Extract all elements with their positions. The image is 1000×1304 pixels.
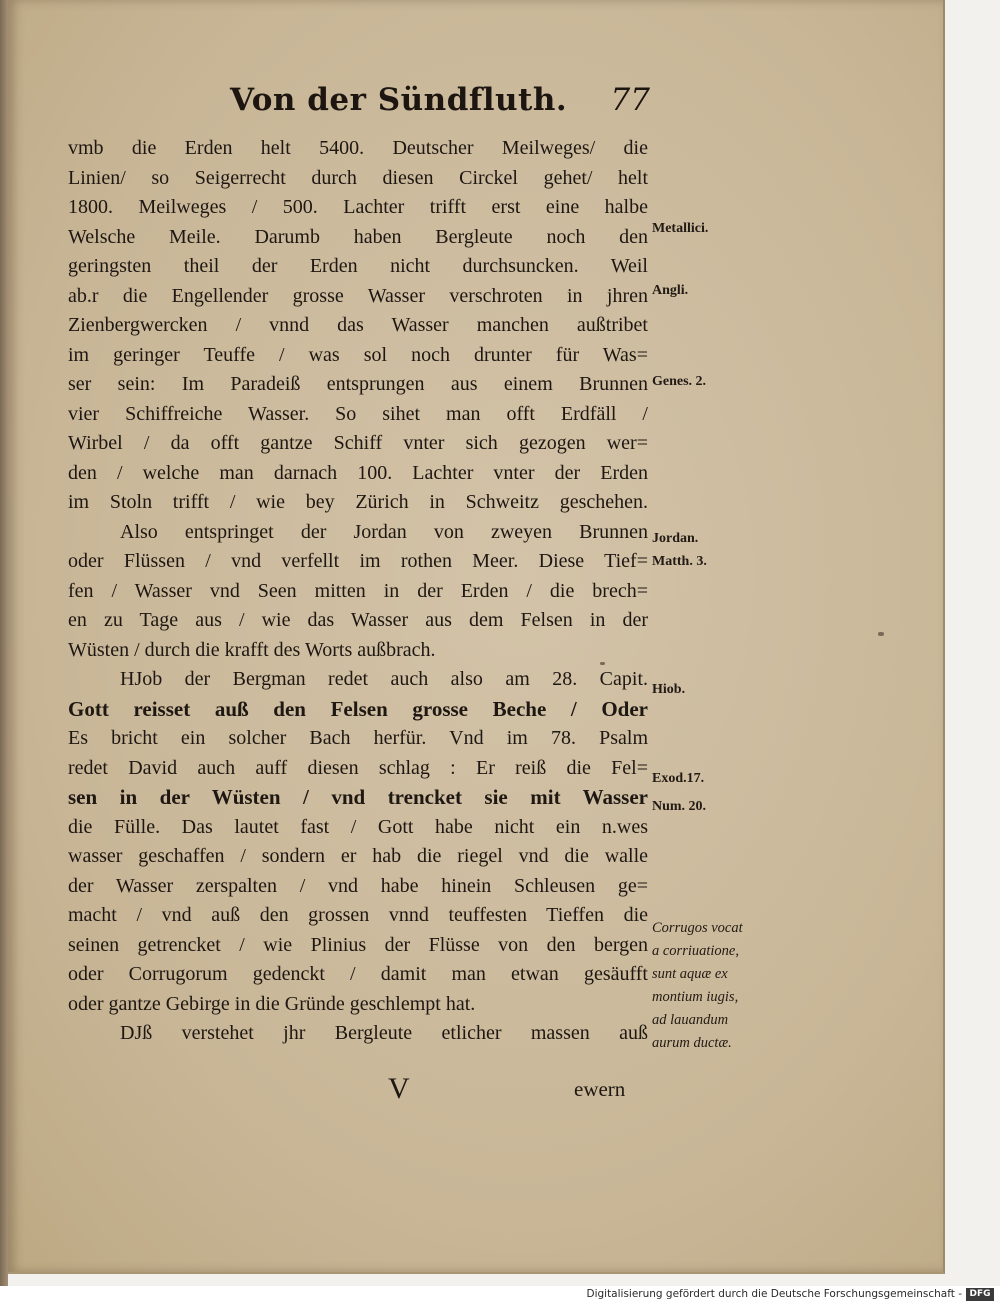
catchword: ewern xyxy=(574,1077,626,1101)
text-line: geringsten theil der Erden nicht durchsuncken. Weil xyxy=(68,255,648,277)
text-line: Gott reisset auß den Felsen grosse Beche / Oder xyxy=(68,696,648,721)
note-line: montium iugis, xyxy=(652,989,739,1005)
text-line: den / welche man darnach 100. Lachter vnter der Erden xyxy=(68,461,648,484)
text-line: der Wasser zerspalten / vnd habe hinein Schleusen ge= xyxy=(68,874,648,897)
text-line: oder Flüssen / vnd verfellt im rothen Meer. Diese Tief= xyxy=(68,550,648,572)
marginal-note-hiob: Hiob. xyxy=(652,682,686,697)
marginal-note-jordan: Jordan. xyxy=(652,531,699,546)
text-line: HJob der Bergman redet auch also am 28. Capit. xyxy=(120,668,648,690)
text-line: wasser geschaffen / sondern er hab die riegel vnd die walle xyxy=(68,845,648,867)
text-line: Zienbergwercken / vnnd das Wasser manchen außtribet xyxy=(68,314,648,336)
running-title: Von der Sündfluth. xyxy=(230,82,568,118)
text-line: die Fülle. Das lautet fast / Gott habe nicht ein n.wes xyxy=(68,815,648,838)
marginal-note-exod: Exod.17. xyxy=(652,771,705,786)
text-line: macht / vnd auß den grossen vnnd teuffesten Tieffen die xyxy=(68,904,648,926)
text-line: Welsche Meile. Darumb haben Bergleute noch den xyxy=(68,225,648,248)
scanner-edge xyxy=(0,0,8,1290)
paper-speck xyxy=(878,632,884,636)
text-line: im geringer Teuffe / was sol noch drunter für Was= xyxy=(68,343,648,366)
note-line: Corrugos vocat xyxy=(652,920,743,936)
marginal-note-genes: Genes. 2. xyxy=(652,374,707,389)
text-line: Wirbel / da offt gantze Schiff vnter sich gezogen wer= xyxy=(68,432,648,454)
text-line: vmb die Erden helt 5400. Deutscher Meilweges/ die xyxy=(68,137,648,159)
text-line: oder Corrugorum gedenckt / damit man etwan gesäufft xyxy=(68,963,648,985)
marginal-note-angli: Angli. xyxy=(652,283,689,298)
text-line: Also entspringet der Jordan von zweyen Brunnen xyxy=(120,520,648,543)
text-line: ser sein: Im Paradeiß entsprungen aus einem Brunnen xyxy=(68,373,648,395)
text-line: fen / Wasser vnd Seen mitten in der Erden / die brech= xyxy=(68,579,648,602)
body-text xyxy=(68,134,648,1049)
text-line: vier Schiffreiche Wasser. So sihet man offt Erdfäll / xyxy=(68,402,648,425)
page-number: 77 xyxy=(610,82,650,118)
paper-speck xyxy=(600,662,605,665)
marginal-note-num: Num. 20. xyxy=(652,799,707,814)
text-line: 1800. Meilweges / 500. Lachter trifft erst eine halbe xyxy=(68,196,648,218)
marginal-note-matth: Matth. 3. xyxy=(652,554,707,569)
note-line: a corriuatione, xyxy=(652,943,739,959)
note-line: ad lauandum xyxy=(652,1012,729,1028)
digitization-credit: Digitalisierung gefördert durch die Deutsche Forschungsgemeinschaft - xyxy=(586,1288,962,1300)
text-line: sen in der Wüsten / vnd trencket sie mit Wasser xyxy=(68,785,648,809)
text-line: en zu Tage aus / wie das Wasser aus dem Felsen in der xyxy=(68,609,648,631)
text-line: Es bricht ein solcher Bach herfür. Vnd im 78. Psalm xyxy=(68,727,648,749)
text-line: Linien/ so Seigerrecht durch diesen Circkel gehet/ helt xyxy=(68,166,648,189)
text-line: DJß verstehet jhr Bergleute etlicher massen auß xyxy=(120,1022,648,1044)
page-header xyxy=(230,82,650,126)
text-line: redet David auch auff diesen schlag : Er reiß die Fel= xyxy=(68,756,648,779)
marginal-note-metallici: Metallici. xyxy=(652,221,709,236)
note-line: aurum ductæ. xyxy=(652,1035,732,1051)
dfg-logo-icon: DFG xyxy=(966,1288,994,1301)
text-line: ab.r die Engellender grosse Wasser verschroten in jhren xyxy=(68,284,648,307)
marginal-note-corrugos xyxy=(652,917,792,1055)
text-line: im Stoln trifft / wie bey Zürich in Schweitz geschehen. xyxy=(68,491,648,513)
text-line: Wüsten / durch die krafft des Worts außbrach. xyxy=(68,638,436,661)
note-line: sunt aquæ ex xyxy=(652,966,728,982)
text-line: oder gantze Gebirge in die Gründe geschlempt hat. xyxy=(68,992,476,1015)
text-line: seinen getrencket / wie Plinius der Flüsse von den bergen xyxy=(68,933,648,956)
signature-mark: V xyxy=(388,1072,410,1105)
book-page xyxy=(8,0,945,1274)
